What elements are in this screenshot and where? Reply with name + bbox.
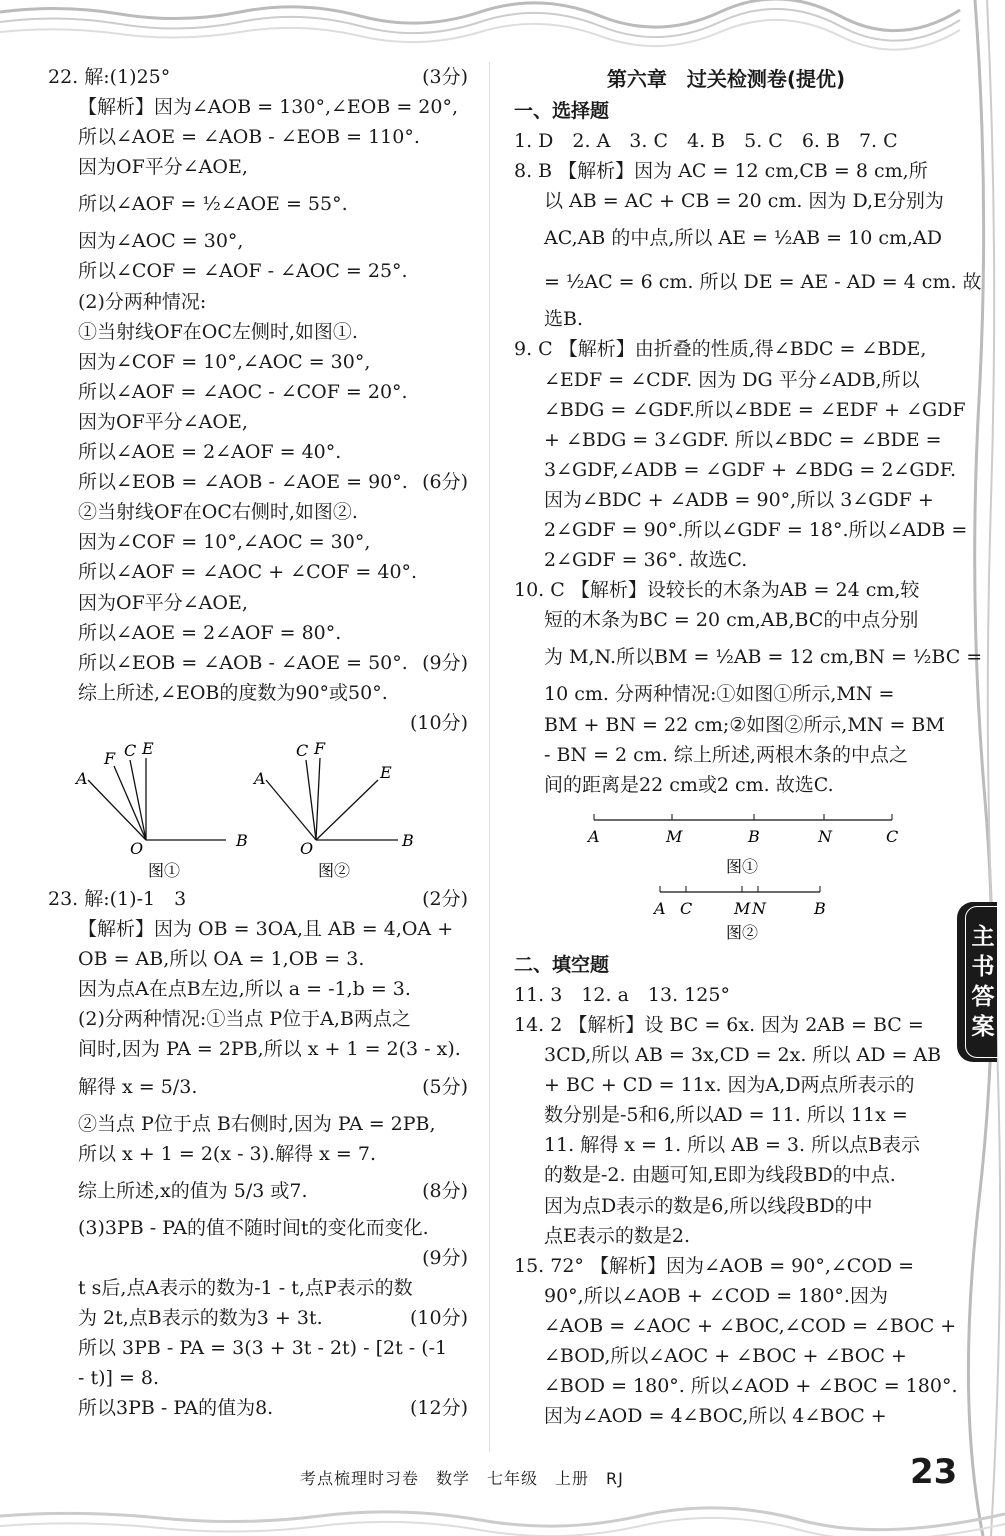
line-text: 综上所述,∠EOB的度数为90°或50°. bbox=[78, 681, 388, 704]
seg2-label-B: B bbox=[814, 898, 826, 918]
seg2-label-M: M bbox=[734, 898, 751, 918]
text-line bbox=[514, 635, 983, 679]
text-line bbox=[514, 1311, 957, 1341]
line-text: 9. C 【解析】由折叠的性质,得∠BDC = ∠BDE, bbox=[514, 338, 927, 361]
line-text: 3∠GDF,∠ADB = ∠GDF + ∠BDG = 2∠GDF. bbox=[544, 458, 957, 481]
line-text: 所以∠EOB = ∠AOB - ∠AOE = 50°. bbox=[78, 651, 408, 674]
text-line bbox=[48, 618, 468, 648]
line-text: = ½AC = 6 cm. 所以 DE = AE - AD = 4 cm. 故 bbox=[544, 271, 982, 294]
line-text: 所以 3PB - PA = 3(3 + 3t - 2t) - [2t - (-1 bbox=[78, 1337, 448, 1360]
fig2-label-B: B bbox=[402, 830, 414, 850]
line-text: 所以∠AOE = 2∠AOF = 80°. bbox=[78, 621, 342, 644]
text-line bbox=[514, 304, 938, 334]
text-line bbox=[514, 1371, 958, 1401]
text-line bbox=[48, 1139, 468, 1169]
text-line bbox=[514, 1040, 942, 1070]
line-text: 间时,因为 PA = 2PB,所以 x + 1 = 2(3 - x). bbox=[78, 1038, 461, 1061]
line-text: 数分别是-5和6,所以AD = 11. 所以 11x = bbox=[544, 1104, 908, 1127]
text-line bbox=[48, 256, 468, 286]
text-line bbox=[48, 588, 468, 618]
fill-answers-block bbox=[514, 980, 958, 1431]
section-choice-heading: 一、选择题 bbox=[514, 100, 610, 122]
fig2-label-E: E bbox=[380, 762, 392, 782]
score-label: (12分) bbox=[409, 1397, 468, 1420]
segment-figure-2 bbox=[652, 886, 826, 942]
text-line bbox=[48, 182, 468, 226]
line-text: 【解析】因为 OB = 3OA,且 AB = 4,OA + bbox=[78, 918, 454, 941]
score-label: (10分) bbox=[409, 711, 468, 734]
text-line bbox=[48, 62, 468, 92]
q22-figures bbox=[48, 738, 468, 884]
line-text: ①当射线OF在OC左侧时,如图①. bbox=[78, 320, 358, 343]
line-text: ∠BOD,所以∠AOC + ∠BOC + ∠BOC + bbox=[544, 1345, 907, 1367]
text-line bbox=[514, 740, 938, 770]
fig1-label-B: B bbox=[236, 830, 248, 850]
line-text: 因为点D表示的数是6,所以线段BD的中 bbox=[544, 1194, 873, 1217]
seg1-label-C: C bbox=[886, 826, 899, 846]
text-line bbox=[514, 1401, 938, 1431]
line-text: 90°,所以∠AOB + ∠COD = 180°.因为 bbox=[544, 1284, 888, 1307]
line-text: 所以∠EOB = ∠AOB - ∠AOE = 90°. bbox=[78, 471, 408, 494]
line-text: 10 cm. 分两种情况:①如图①所示,MN = bbox=[544, 683, 895, 706]
side-tab bbox=[965, 906, 1001, 1058]
text-line bbox=[48, 1004, 468, 1034]
text-line bbox=[48, 92, 468, 122]
text-line bbox=[48, 1333, 468, 1363]
line-text: 因为OF平分∠AOE, bbox=[78, 156, 248, 179]
text-line bbox=[514, 679, 938, 709]
seg1-label-N: N bbox=[818, 826, 832, 846]
text-line bbox=[48, 557, 468, 587]
text-line bbox=[48, 407, 468, 437]
text-line bbox=[48, 437, 468, 467]
line-text: 综上所述,x的值为 5/3 或7. bbox=[78, 1179, 308, 1202]
seg1-label-B: B bbox=[748, 826, 760, 846]
text-line bbox=[48, 944, 468, 974]
page-number: 23 bbox=[910, 1452, 958, 1492]
text-line bbox=[514, 395, 966, 425]
score-label: (9分) bbox=[422, 651, 468, 674]
line-text: 14. 2 【解析】设 BC = 6x. 因为 2AB = BC = bbox=[514, 1013, 924, 1036]
text-line bbox=[514, 545, 938, 575]
line-text: ∠BDG = ∠GDF.所以∠BDE = ∠EDF + ∠GDF bbox=[544, 398, 966, 421]
score-label: (10分) bbox=[409, 1307, 468, 1329]
line-text: 因为OF平分∠AOE, bbox=[78, 410, 248, 433]
line-text: 所以∠COF = ∠AOF - ∠AOC = 25°. bbox=[78, 260, 408, 283]
text-line bbox=[514, 1221, 938, 1251]
choice-answers-block bbox=[514, 126, 983, 800]
text-line bbox=[514, 334, 938, 364]
line-text: 因为∠BDC + ∠ADB = 90°,所以 3∠GDF + bbox=[544, 488, 934, 511]
text-line bbox=[514, 1341, 938, 1371]
line-text: 因为∠AOC = 30°, bbox=[78, 230, 244, 253]
right-column bbox=[514, 62, 983, 1431]
line-text: 3CD,所以 AB = 3x,CD = 2x. 所以 AD = AB bbox=[544, 1044, 942, 1067]
fig1-label-A: A bbox=[76, 768, 88, 788]
text-line bbox=[514, 455, 957, 485]
line-text: 11. 3 12. a 13. 125° bbox=[514, 983, 730, 1006]
q10-diagram bbox=[514, 800, 938, 950]
line-text: 因为OF平分∠AOE, bbox=[78, 591, 248, 614]
line-text: - BN = 2 cm. 综上所述,两根木条的中点之 bbox=[544, 743, 908, 766]
seg2-label-A: A bbox=[654, 898, 666, 918]
text-line bbox=[48, 467, 468, 497]
score-label: (5分) bbox=[422, 1075, 468, 1098]
line-text: + BC + CD = 11x. 因为A,D两点所表示的 bbox=[544, 1074, 915, 1097]
line-text: t s后,点A表示的数为-1 - t,点P表示的数 bbox=[78, 1276, 413, 1299]
fig1-label-E: E bbox=[142, 738, 154, 758]
line-text: 的数是-2. 由题可知,E即为线段BD的中点. bbox=[544, 1164, 896, 1187]
line-text: 因为∠AOD = 4∠BOC,所以 4∠BOC + bbox=[544, 1405, 887, 1428]
score-label: (2分) bbox=[422, 887, 468, 910]
text-line bbox=[48, 226, 468, 256]
text-line bbox=[514, 1281, 938, 1311]
line-text: ∠EDF = ∠CDF. 因为 DG 平分∠ADB,所以 bbox=[544, 368, 920, 391]
line-text: 15. 72° 【解析】因为∠AOB = 90°,∠COD = bbox=[514, 1254, 915, 1277]
line-text: 所以∠AOF = ∠AOC + ∠COF = 40°. bbox=[78, 561, 418, 584]
text-line bbox=[48, 1393, 468, 1423]
right-border-decoration bbox=[935, 0, 1005, 1536]
line-text: 所以∠AOE = ∠AOB - ∠EOB = 110°. bbox=[78, 126, 420, 149]
text-line bbox=[48, 287, 468, 317]
line-text: 22. 解:(1)25° bbox=[48, 66, 171, 88]
text-line bbox=[514, 1160, 938, 1190]
line-text: 1. D 2. A 3. C 4. B 5. C 6. B 7. C bbox=[514, 130, 898, 153]
seg2-caption: 图② bbox=[726, 922, 759, 942]
line-text: ②当射线OF在OC右侧时,如图②. bbox=[78, 501, 358, 524]
line-text: 11. 解得 x = 1. 所以 AB = 3. 所以点B表示 bbox=[544, 1134, 921, 1157]
text-line bbox=[514, 425, 942, 455]
fig2-caption: 图② bbox=[318, 860, 351, 880]
text-line bbox=[514, 156, 938, 186]
text-line bbox=[48, 377, 468, 407]
text-line bbox=[514, 1251, 938, 1281]
text-line bbox=[48, 1169, 468, 1213]
line-text: 8. B 【解析】因为 AC = 12 cm,CB = 8 cm,所 bbox=[514, 160, 928, 183]
seg1-caption: 图① bbox=[726, 856, 759, 876]
line-text: + ∠BDG = 3∠GDF. 所以∠BDC = ∠BDE = bbox=[544, 428, 942, 451]
line-text: OB = AB,所以 OA = 1,OB = 3. bbox=[78, 948, 365, 971]
seg1-label-A: A bbox=[588, 826, 600, 846]
score-label: (6分) bbox=[422, 471, 468, 494]
side-tab-char: 主 bbox=[971, 924, 995, 950]
line-text: 所以 x + 1 = 2(x - 3).解得 x = 7. bbox=[78, 1142, 376, 1165]
footer-book-title: 考点梳理时习卷 数学 七年级 上册 RJ bbox=[300, 1469, 624, 1488]
score-label: (9分) bbox=[422, 1246, 468, 1269]
line-text: (2)分两种情况: bbox=[78, 290, 207, 313]
text-line bbox=[48, 1363, 468, 1393]
fig2-label-A: A bbox=[254, 768, 266, 788]
question-22-block bbox=[48, 62, 468, 738]
fig2-label-C: C bbox=[296, 740, 309, 760]
text-line bbox=[514, 1130, 938, 1160]
text-line bbox=[48, 317, 468, 347]
text-line bbox=[48, 527, 468, 557]
line-text: 点E表示的数是2. bbox=[544, 1224, 690, 1247]
text-line bbox=[514, 186, 944, 216]
score-label: (3分) bbox=[422, 66, 468, 88]
seg1-label-M: M bbox=[666, 826, 683, 846]
line-text: (3)3PB - PA的值不随时间t的变化而变化. bbox=[78, 1216, 429, 1239]
text-line bbox=[48, 1213, 468, 1243]
text-line bbox=[48, 1273, 468, 1303]
line-text: ∠AOB = ∠AOC + ∠BOC,∠COD = ∠BOC + bbox=[544, 1314, 957, 1337]
side-tab-char: 书 bbox=[971, 954, 995, 980]
text-line bbox=[48, 678, 468, 708]
text-line bbox=[514, 126, 938, 156]
text-line bbox=[514, 605, 938, 635]
segment-figure-1 bbox=[586, 814, 898, 876]
text-line bbox=[514, 485, 938, 515]
line-text: 10. C 【解析】设较长的木条为AB = 24 cm,较 bbox=[514, 579, 920, 602]
line-text: 所以∠AOE = 2∠AOF = 40°. bbox=[78, 441, 342, 464]
text-line bbox=[48, 884, 468, 914]
line-text: - t)] = 8. bbox=[78, 1367, 160, 1390]
line-text: 因为∠COF = 10°,∠AOC = 30°, bbox=[78, 350, 371, 373]
text-line bbox=[514, 1010, 938, 1040]
line-text: 短的木条为BC = 20 cm,AB,BC的中点分别 bbox=[544, 609, 919, 632]
fig1-caption: 图① bbox=[148, 860, 181, 880]
line-text: 所以3PB - PA的值为8. bbox=[78, 1397, 274, 1420]
line-text: ②当点 P位于点 B右侧时,因为 PA = 2PB, bbox=[78, 1112, 436, 1135]
text-line bbox=[48, 1065, 468, 1109]
column-divider bbox=[489, 62, 490, 1452]
text-line bbox=[514, 515, 968, 545]
fig1-label-O: O bbox=[130, 838, 144, 858]
fig2-label-O: O bbox=[300, 838, 314, 858]
text-line bbox=[48, 497, 468, 527]
text-line bbox=[514, 1191, 938, 1221]
line-text: (2)分两种情况:①当点 P位于A,B两点之 bbox=[78, 1008, 411, 1031]
text-line bbox=[514, 1100, 938, 1130]
text-line bbox=[48, 648, 468, 678]
q10-figures bbox=[514, 800, 938, 950]
line-text: ∠BOD = 180°. 所以∠AOD + ∠BOC = 180°. bbox=[544, 1375, 958, 1398]
top-border-decoration bbox=[0, 0, 1005, 60]
text-line bbox=[514, 710, 945, 740]
text-line bbox=[514, 365, 938, 395]
line-text: 因为点A在点B左边,所以 a = -1,b = 3. bbox=[78, 978, 411, 1001]
left-column bbox=[48, 62, 468, 1423]
text-line bbox=[48, 122, 468, 152]
line-text: 23. 解:(1)-1 3 bbox=[48, 887, 187, 910]
q22-diagram bbox=[48, 738, 468, 884]
line-text: BM + BN = 22 cm;②如图②所示,MN = BM bbox=[544, 713, 945, 736]
fig1-label-F: F bbox=[104, 748, 116, 768]
section-fill-heading: 二、填空题 bbox=[514, 953, 610, 976]
line-text: 2∠GDF = 90°.所以∠GDF = 18°.所以∠ADB = bbox=[544, 519, 968, 542]
text-line bbox=[48, 1243, 468, 1273]
text-line bbox=[514, 980, 938, 1010]
line-text: 为 2t,点B表示的数为3 + 3t. bbox=[78, 1307, 323, 1329]
text-line bbox=[48, 152, 468, 182]
line-text: 为 M,N.所以BM = ½AB = 12 cm,BN = ½BC = bbox=[544, 646, 983, 669]
line-text: 因为∠COF = 10°,∠AOC = 30°, bbox=[78, 531, 371, 554]
figure-2 bbox=[252, 739, 414, 880]
text-line bbox=[48, 1303, 468, 1333]
seg2-label-C: C bbox=[680, 898, 693, 918]
fig2-label-F: F bbox=[314, 738, 326, 758]
text-line bbox=[48, 974, 468, 1004]
text-line bbox=[48, 347, 468, 377]
figure-1 bbox=[74, 739, 248, 880]
side-tab-char: 答 bbox=[971, 984, 995, 1010]
text-line bbox=[514, 216, 942, 260]
fig1-label-C: C bbox=[124, 740, 137, 760]
seg2-label-N: N bbox=[752, 898, 766, 918]
line-text: AC,AB 的中点,所以 AE = ½AB = 10 cm,AD bbox=[544, 227, 942, 250]
line-text: 所以∠AOF = ∠AOC - ∠COF = 20°. bbox=[78, 380, 408, 403]
line-text: 以 AB = AC + CB = 20 cm. 因为 D,E分别为 bbox=[544, 190, 944, 213]
score-label: (8分) bbox=[422, 1179, 468, 1202]
text-line bbox=[48, 914, 468, 944]
text-line bbox=[514, 1070, 938, 1100]
side-tab-char: 案 bbox=[971, 1014, 995, 1040]
line-text: 解得 x = 5/3. bbox=[78, 1075, 198, 1098]
text-line bbox=[48, 1034, 468, 1064]
line-text: 选B. bbox=[544, 308, 584, 331]
text-line bbox=[48, 708, 468, 738]
line-text: 间的距离是22 cm或2 cm. 故选C. bbox=[544, 773, 834, 796]
text-line bbox=[514, 770, 938, 800]
text-line bbox=[514, 260, 982, 304]
question-23-block bbox=[48, 884, 468, 1423]
line-text: 2∠GDF = 36°. 故选C. bbox=[544, 549, 748, 572]
text-line bbox=[48, 1109, 468, 1139]
chapter-title: 第六章 过关检测卷(提优) bbox=[606, 67, 846, 91]
line-text: 所以∠AOF = ½∠AOE = 55°. bbox=[78, 193, 348, 216]
text-line bbox=[514, 575, 938, 605]
line-text: 【解析】因为∠AOB = 130°,∠EOB = 20°, bbox=[78, 96, 459, 119]
